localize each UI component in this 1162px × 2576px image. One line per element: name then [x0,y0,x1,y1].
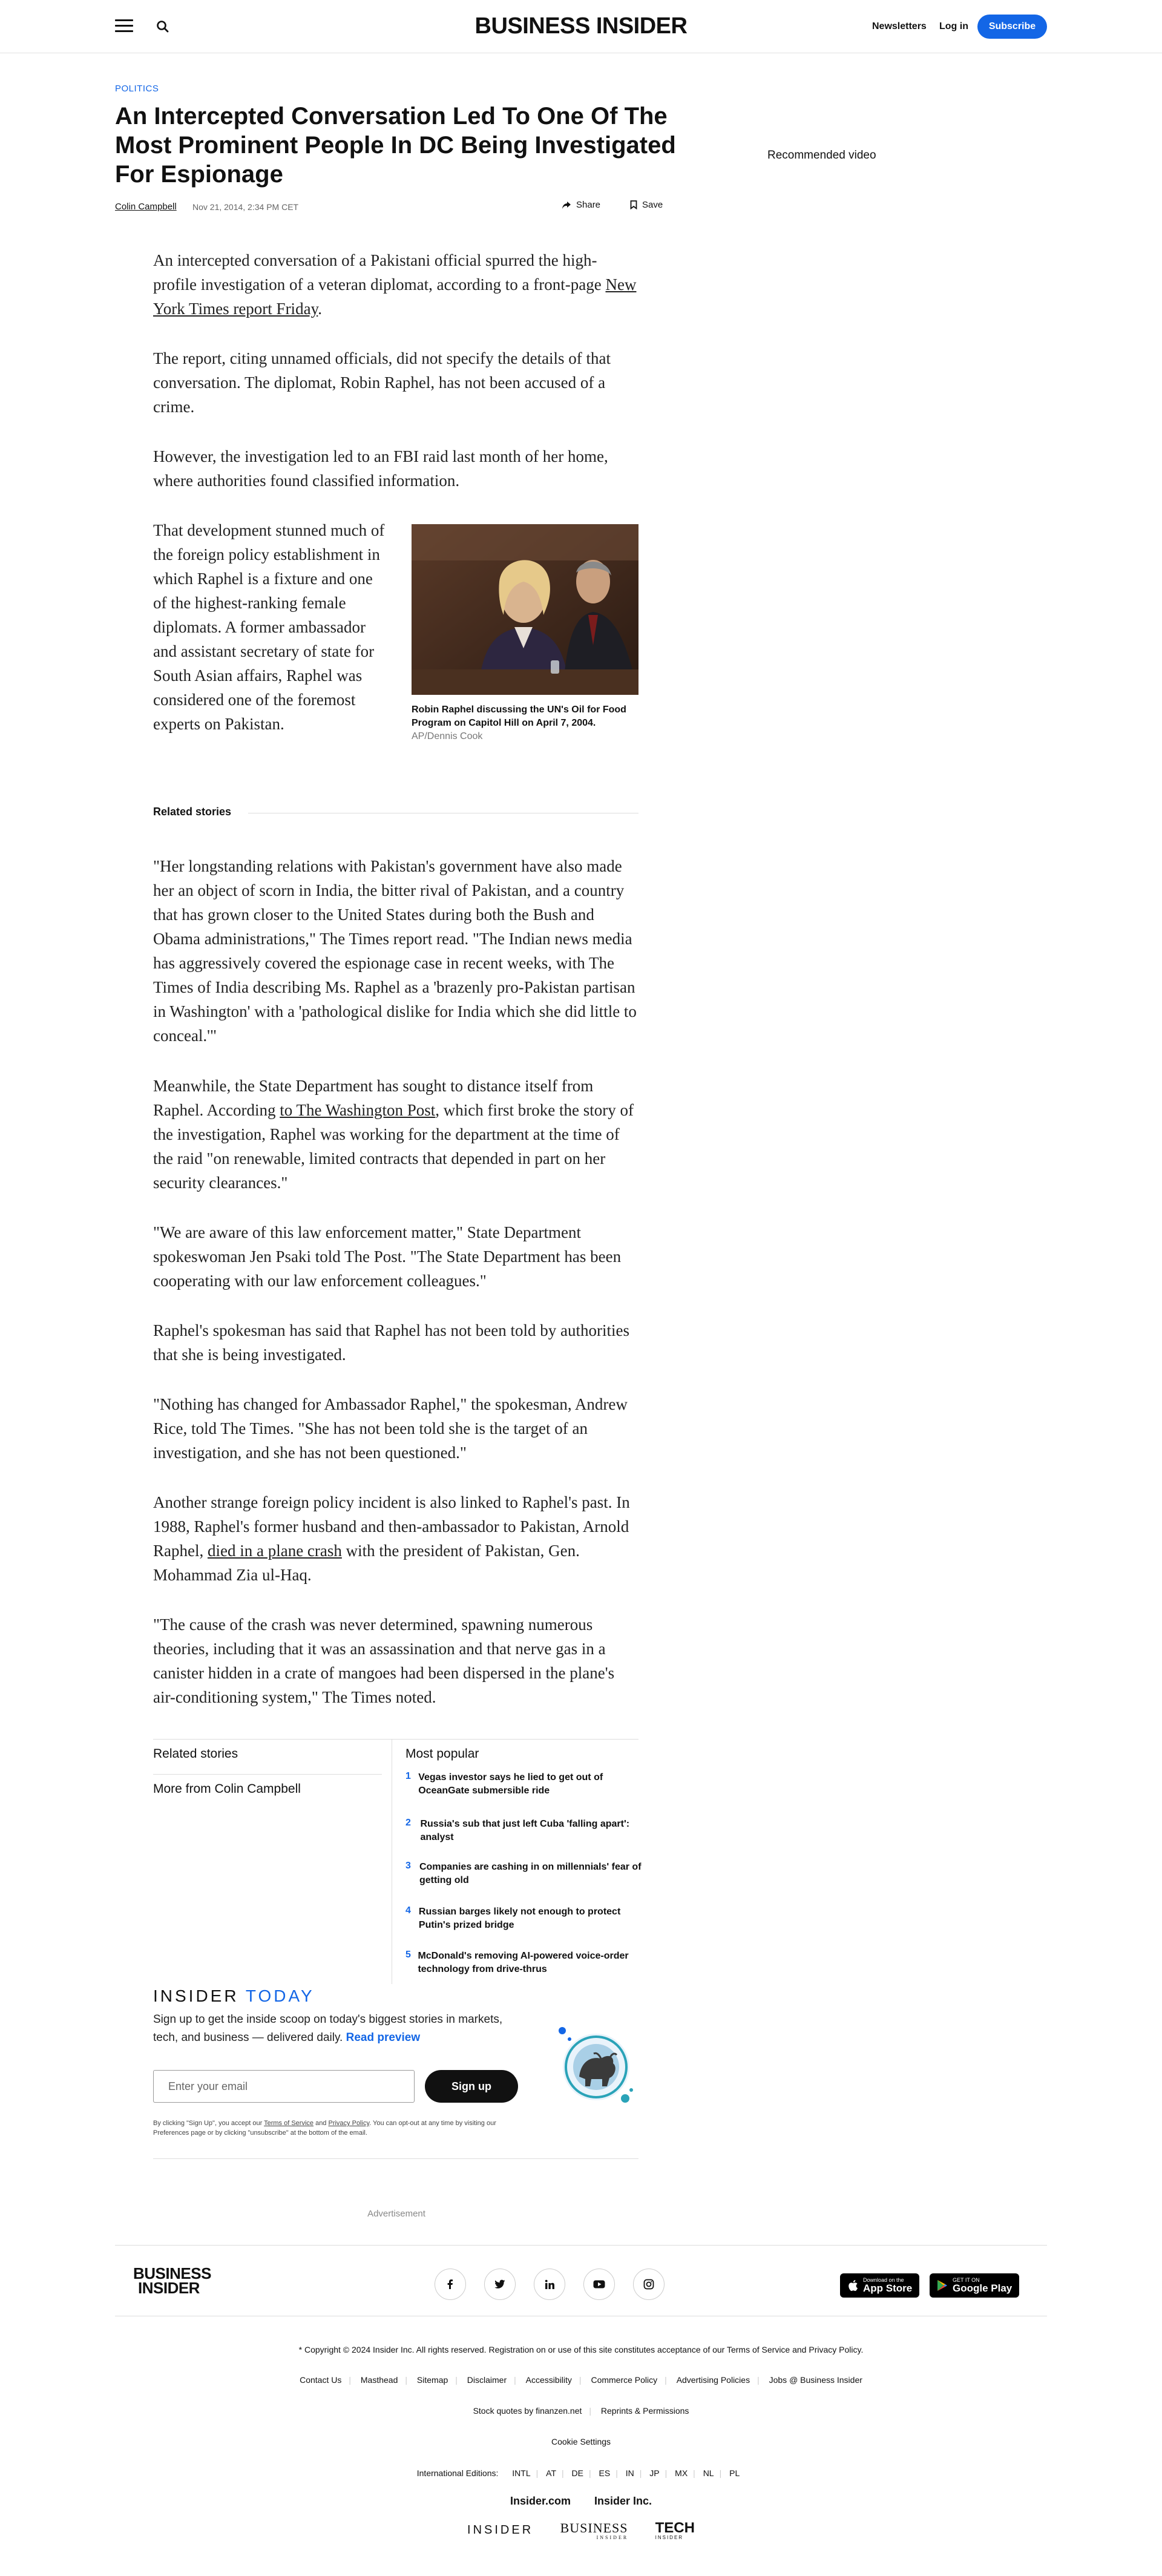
insider-inc-link[interactable]: Insider Inc. [594,2495,652,2507]
subscribe-button[interactable]: Subscribe [977,15,1047,39]
reprints-link[interactable]: Reprints & Permissions [600,2406,689,2416]
newsletters-link[interactable]: Newsletters [872,21,927,31]
newsletter-description: Sign up to get the inside scoop on today's biggest stories in markets, tech, and business — delivered daily. Read preview [153,2013,503,2044]
international-editions: International Editions: INTL | AT | DE | ES | IN | JP | MX | NL | PL [0,2468,1162,2478]
save-button[interactable] [630,200,663,210]
popular-item[interactable]: 1 Vegas investor says he lied to get out of OceanGate submersible ride [405,1771,603,1796]
edition-link[interactable]: INTL [512,2468,531,2478]
category-link[interactable]: POLITICS [115,84,159,94]
instagram-icon[interactable] [633,2269,665,2300]
footer-logo[interactable]: BUSINESS INSIDER [133,2264,211,2297]
newsletter-fine-print: By clicking "Sign Up", you accept our Terms of Service and Privacy Policy. You can opt-out at any time by visiting our Preferences page or by clicking "unsubscribe" at the bottom of the email. [153,2120,496,2137]
footer-top [115,2245,1047,2316]
article-figure [412,524,638,743]
footer-links: Contact Us | Masthead | Sitemap | Disclaimer | Accessibility | Commerce Policy | Advertising Policies | Jobs @ Business Insider [0,2375,1162,2385]
cookie-settings-link[interactable]: Cookie Settings [551,2437,611,2446]
popular-item[interactable]: 5 McDonald's removing AI-powered voice-order technology from drive-thrus [405,1950,629,1974]
article-paragraph: That development stunned much of the foreign policy establishment in which Raphel is a fixture and one of the highest-ranking female diplomats. A former ambassador and assistant secretary of state for South Asian affairs, Raphel was considered one of the foremost experts on Pakistan. [153,521,385,733]
edition-link[interactable]: MX [675,2468,688,2478]
robin-raphel-photo [412,524,638,695]
app-store-badge[interactable]: Download on the App Store [840,2273,919,2298]
sitemap-link[interactable]: Sitemap [416,2375,448,2385]
jobs-link[interactable]: Jobs @ Business Insider [769,2375,862,2385]
google-play-icon [937,2279,948,2292]
divider [153,2158,638,2159]
twitter-icon[interactable] [484,2269,516,2300]
popular-item[interactable]: 3 Companies are cashing in on millennials' fear of getting old [405,1861,642,1885]
insider-com-link[interactable]: Insider.com [510,2495,571,2507]
save-label: Save [642,200,663,210]
youtube-icon[interactable] [583,2269,615,2300]
article-paragraph: "Her longstanding relations with Pakistan's government have also made her an object of scorn in India, the bitter rival of Pakistan, and a country that has grown closer to the United States during both the Bush and Obama administrations," The Times report read. "The Indian news media has aggressively covered the espionage case in recent weeks, with The Times of India describing Ms. Raphel as a 'brazenly pro-Pakistan partisan in Washington' with a 'pathological dislike for India which she did little to conceal.'" [153,857,637,1045]
privacy-link[interactable]: Privacy Policy [328,2120,370,2127]
article-paragraph: Raphel's spokesman has said that Raphel has not been told by authorities that she is being investigated. [153,1321,629,1364]
share-icon [562,201,571,209]
share-label: Share [576,200,601,210]
article-paragraph: The report, citing unnamed officials, did not specify the details of that conversation. The diplomat, Robin Raphel, has not been accused of a crime. [153,349,611,416]
edition-link[interactable]: DE [571,2468,583,2478]
accessibility-link[interactable]: Accessibility [525,2375,572,2385]
advertisement-label: Advertisement [367,2209,425,2219]
divider [153,1774,382,1775]
stock-quotes-link[interactable]: Stock quotes by finanzen.net [473,2406,582,2416]
photo-caption: Robin Raphel discussing the UN's Oil for Food Program on Capitol Hill on April 7, 2004. AP/Dennis Cook [412,705,626,741]
article-paragraph: "We are aware of this law enforcement matter," State Department spokeswoman Jen Psaki told The Post. "The State Department has been cooperating with our law enforcement colleagues." [153,1223,622,1290]
footer-links-secondary: Stock quotes by finanzen.net | Reprints & Permissions [0,2406,1162,2416]
washington-post-link[interactable]: to The Washington Post [280,1101,436,1119]
share-button[interactable] [562,200,600,210]
site-logo[interactable]: BUSINESS INSIDER [474,13,688,39]
cookie-settings-row [0,2437,1162,2446]
edition-link[interactable]: AT [546,2468,557,2478]
edition-link[interactable]: JP [649,2468,660,2478]
insider-brand-link[interactable]: INSIDER [467,2523,534,2537]
popular-item[interactable]: 2 Russia's sub that just left Cuba 'falling apart': analyst [405,1818,630,1842]
contact-us-link[interactable]: Contact Us [300,2375,342,2385]
bookmark-icon [630,200,637,209]
google-play-badge[interactable]: GET IT ON Google Play [930,2273,1019,2298]
publish-date: Nov 21, 2014, 2:34 PM CET [192,202,299,212]
article-paragraph: Meanwhile, the State Department has sought to distance itself from Raphel. According to The Washington Post, which first broke the story of the investigation, Raphel was working for the department at the time of the raid "on renewable, limited contracts that depended in part on her security clearances." [153,1077,634,1192]
email-field[interactable] [153,2070,415,2103]
editions-label: International Editions: [416,2468,499,2478]
facebook-icon[interactable] [435,2269,466,2300]
read-preview-link[interactable]: Read preview [346,2031,421,2044]
hamburger-menu-icon[interactable] [115,19,133,34]
popular-item[interactable]: 4 Russian barges likely not enough to protect Putin's prized bridge [405,1905,621,1930]
signup-button[interactable]: Sign up [425,2070,518,2103]
article-paragraph: "The cause of the crash was never determined, spawning numerous theories, including that it was an assassination and that nerve gas in a canister hidden in a crate of mangoes had been dispersed in the plane's air-conditioning system," The Times noted. [153,1615,615,1706]
edition-link[interactable]: PL [729,2468,740,2478]
related-stories-heading: Related stories [153,806,232,818]
edition-link[interactable]: NL [703,2468,714,2478]
photo-credit: AP/Dennis Cook [412,731,483,741]
copyright-text: * Copyright © 2024 Insider Inc. All rights reserved. Registration on or use of this site constitutes acceptance of our Terms of Service and Privacy Policy. [298,2345,864,2354]
linkedin-icon[interactable] [534,2269,565,2300]
article-paragraph: "Nothing has changed for Ambassador Raphel," the spokesman, Andrew Rice, told The Times. "She has not been told she is the target of an investigation, and she has not been questioned." [153,1395,628,1462]
login-link[interactable]: Log in [939,21,968,31]
related-stories-title: Related stories [153,1747,238,1761]
divider [153,1739,638,1740]
article-paragraph: An intercepted conversation of a Pakistani official spurred the high-profile investigation of a veteran diplomat, according to a front-page New York Times report Friday. [153,251,637,318]
apple-icon [847,2279,858,2292]
disclaimer-link[interactable]: Disclaimer [467,2375,507,2385]
tech-insider-brand-link[interactable]: TECH INSIDER [655,2520,695,2540]
commerce-policy-link[interactable]: Commerce Policy [591,2375,658,2385]
recommended-video-heading: Recommended video [767,149,876,162]
search-icon[interactable] [155,19,171,34]
masthead-link[interactable]: Masthead [360,2375,398,2385]
article-headline: An Intercepted Conversation Led To One Of The Most Prominent People In DC Being Investigated For Espionage [115,103,676,188]
site-header [0,0,1162,53]
edition-link[interactable]: IN [625,2468,634,2478]
newsletter-bull-illustration [554,2019,638,2115]
more-from-author-link[interactable]: More from Colin Campbell [153,1782,301,1796]
business-insider-brand-link[interactable]: BUSINESS INSIDER [560,2520,629,2540]
edition-link[interactable]: ES [599,2468,611,2478]
terms-link[interactable]: Terms of Service [264,2120,314,2127]
article-paragraph: Another strange foreign policy incident is also linked to Raphel's past. In 1988, Raphel's former husband and then-ambassador to Pakistan, Arnold Raphel, died in a plane crash with the president of Pakistan, Gen. Mohammad Zia ul-Haq. [153,1493,630,1584]
nyt-report-link[interactable]: New York Times report Friday [153,275,637,318]
article-paragraph: However, the investigation led to an FBI raid last month of her home, where authorities found classified information. [153,447,608,490]
advertising-policies-link[interactable]: Advertising Policies [676,2375,750,2385]
newsletter-brand: INSIDER TODAY [153,1986,315,2005]
author-link[interactable]: Colin Campbell [115,202,177,212]
most-popular-title: Most popular [405,1747,479,1761]
plane-crash-link[interactable]: died in a plane crash [207,1542,342,1560]
corporate-brands [0,2495,1162,2508]
publication-brands [0,2522,1162,2540]
